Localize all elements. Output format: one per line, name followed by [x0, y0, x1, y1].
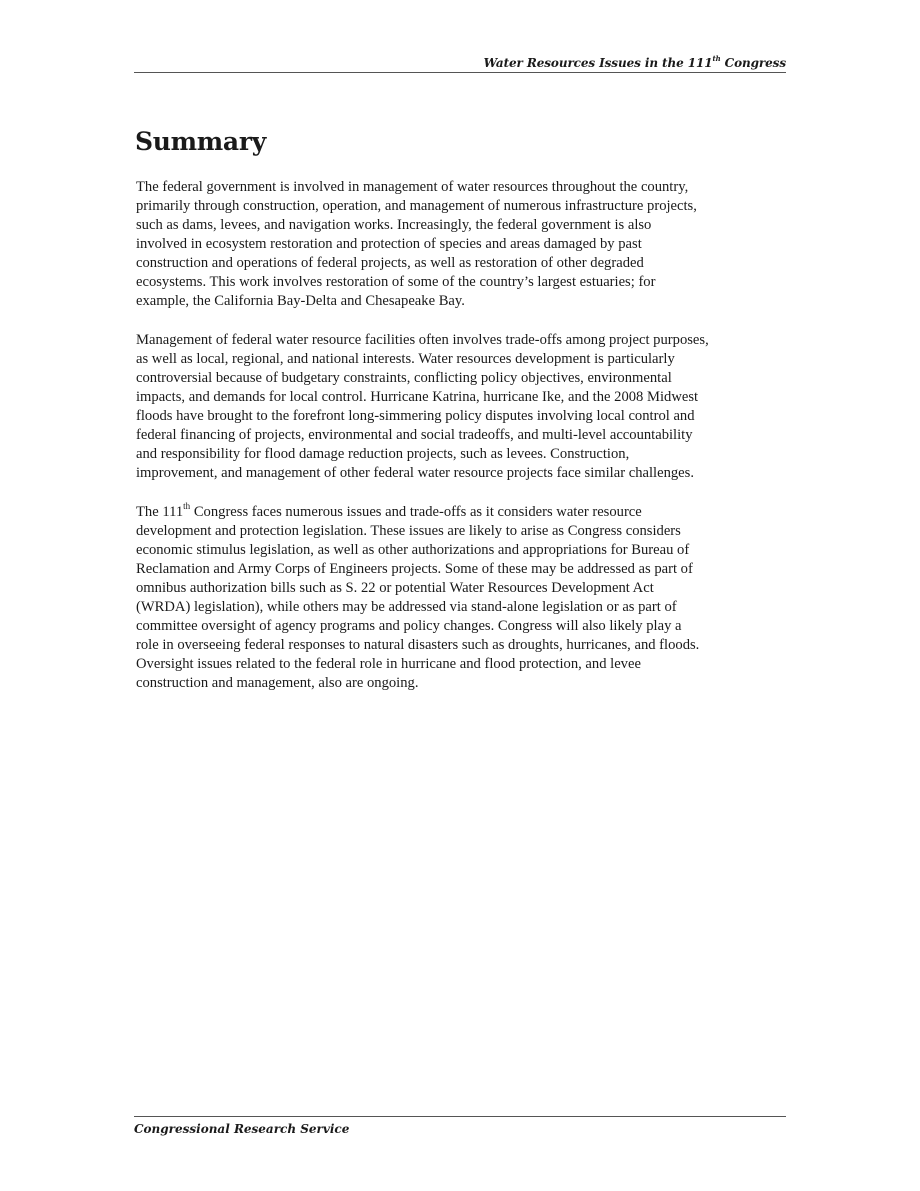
summary-body — [136, 178, 788, 713]
congress-number: The 111 — [136, 504, 184, 520]
paragraph-line: improvement, and management of other federal water resource projects face similar challenges. — [136, 465, 694, 481]
paragraph-line: development and protection legislation. These issues are likely to arise as Congress considers — [136, 523, 681, 539]
paragraph-line: Management of federal water resource facilities often involves trade-offs among project purposes, — [136, 332, 709, 348]
paragraph-line: role in overseeing federal responses to natural disasters such as droughts, hurricanes, and floods. — [136, 637, 700, 653]
paragraph-line: ecosystems. This work involves restoration of some of the country’s largest estuaries; for — [136, 274, 656, 290]
paragraph-line: The federal government is involved in management of water resources throughout the country, — [136, 179, 689, 195]
running-footer: Congressional Research Service — [134, 1116, 786, 1138]
paragraph-line: omnibus authorization bills such as S. 22 or potential Water Resources Development Act — [136, 580, 654, 596]
paragraph-line: controversial because of budgetary constraints, conflicting policy objectives, environmental — [136, 370, 672, 386]
paragraph-line: committee oversight of agency programs and policy changes. Congress will also likely play a — [136, 618, 682, 634]
paragraph-line: federal financing of projects, environmental and social tradeoffs, and multi-level accountability — [136, 427, 693, 443]
paragraph-line: (WRDA) legislation), while others may be addressed via stand-alone legislation or as part of — [136, 599, 677, 615]
header-title-end: Congress — [720, 56, 786, 70]
paragraph-first-line — [136, 503, 788, 522]
header-title: Water Resources Issues in the 111 — [483, 56, 713, 70]
paragraph-2 — [136, 331, 788, 483]
paragraph-line: construction and operations of federal projects, as well as restoration of other degraded — [136, 255, 644, 271]
paragraph-line: and responsibility for flood damage reduction projects, such as levees. Construction, — [136, 446, 630, 462]
paragraph-line: Oversight issues related to the federal role in hurricane and flood protection, and levee — [136, 656, 641, 672]
paragraph-line: impacts, and demands for local control. Hurricane Katrina, hurricane Ike, and the 2008 Midwest — [136, 389, 699, 405]
first-line-rest: Congress faces numerous issues and trade-offs as it considers water resource — [190, 504, 642, 520]
paragraph-line: Reclamation and Army Corps of Engineers projects. Some of these may be addressed as part of — [136, 561, 693, 577]
ordinal-suffix: th — [183, 501, 191, 512]
paragraph-line: example, the California Bay-Delta and Chesapeake Bay. — [136, 293, 465, 309]
paragraph-line: as well as local, regional, and national interests. Water resources development is particularly — [136, 351, 675, 367]
paragraph-line: economic stimulus legislation, as well as other authorizations and appropriations for Bureau of — [136, 542, 690, 558]
paragraph-1 — [136, 178, 788, 311]
paragraph-line: construction and management, also are ongoing. — [136, 675, 419, 691]
page-title: Summary — [135, 127, 266, 156]
paragraph-line: involved in ecosystem restoration and protection of species and areas damaged by past — [136, 236, 642, 252]
paragraph-3 — [136, 503, 788, 693]
paragraph-line: floods have brought to the forefront long-simmering policy disputes involving local control and — [136, 408, 695, 424]
paragraph-line: primarily through construction, operation, and management of numerous infrastructure projects, — [136, 198, 697, 214]
paragraph-line: such as dams, levees, and navigation works. Increasingly, the federal government is also — [136, 217, 652, 233]
running-header — [134, 54, 786, 73]
header-ordinal-suffix: th — [712, 54, 721, 63]
